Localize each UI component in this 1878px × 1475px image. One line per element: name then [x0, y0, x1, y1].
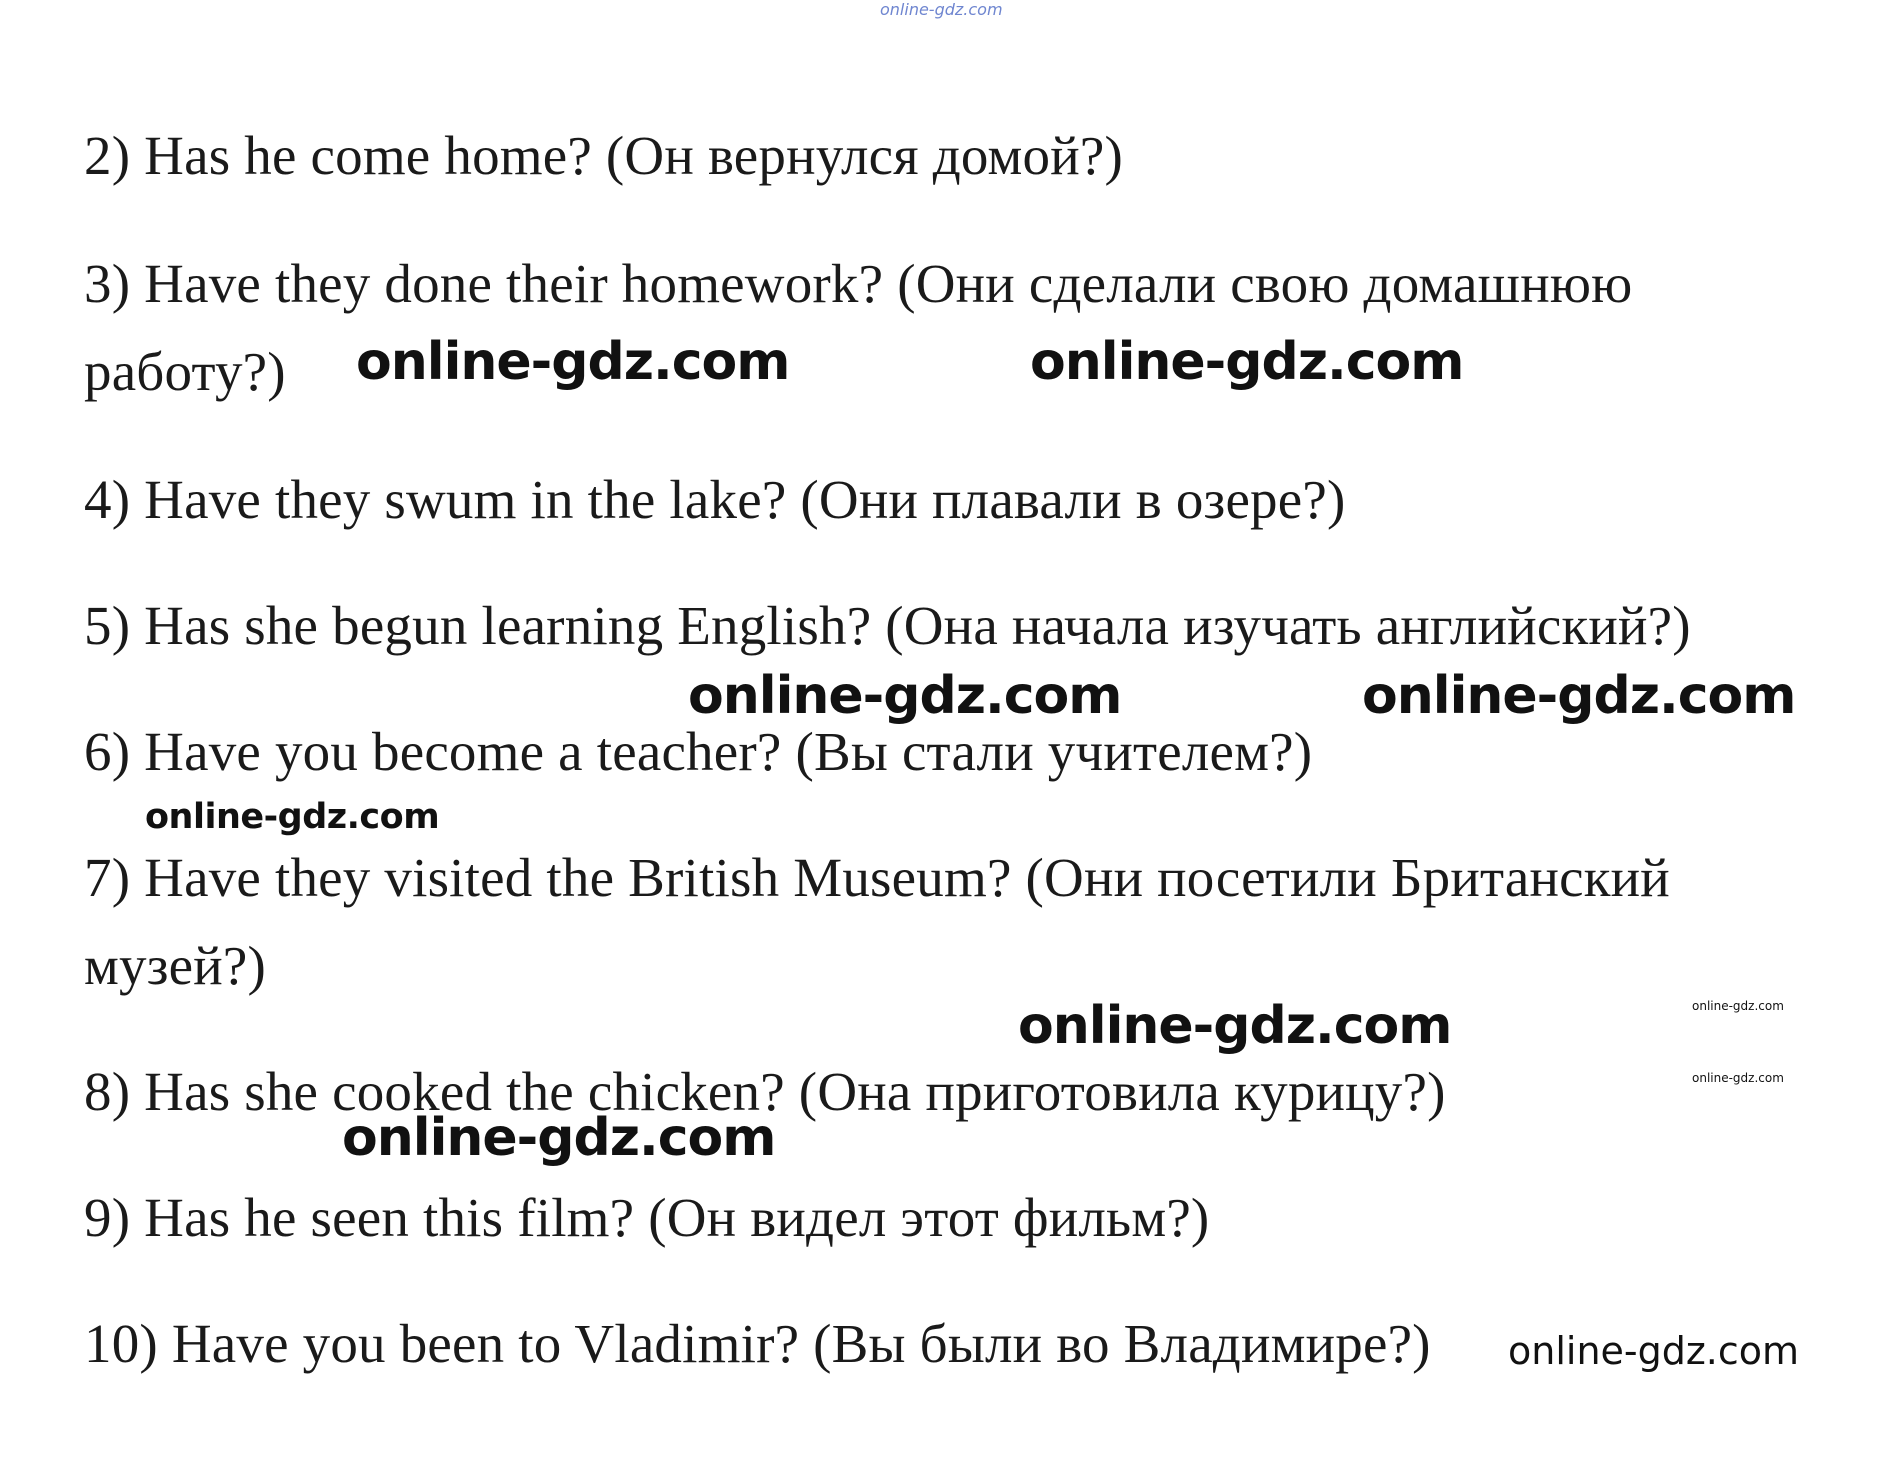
answer-line-7: 7) Have they visited the British Museum? (Они посетили Британский — [84, 847, 1670, 908]
watermark: online-gdz.com — [1508, 1329, 1800, 1373]
answer-line-5: 5) Has she begun learning English? (Она начала изучать английский?) — [84, 595, 1691, 656]
answer-line-7-cont: музей?) — [84, 935, 267, 996]
watermark: online-gdz.com — [1018, 996, 1452, 1056]
watermark-small: online-gdz.com — [1692, 1071, 1784, 1085]
watermark: online-gdz.com — [1362, 666, 1796, 726]
watermark: online-gdz.com — [688, 666, 1122, 726]
answer-line-4: 4) Have they swum in the lake? (Они плавали в озере?) — [84, 469, 1346, 530]
answer-line-8: 8) Has she cooked the chicken? (Она приготовила курицу?) — [84, 1061, 1446, 1122]
answer-line-6: 6) Have you become a teacher? (Вы стали учителем?) — [84, 721, 1313, 782]
watermark: online-gdz.com — [342, 1108, 776, 1168]
answer-line-3: 3) Have they done their homework? (Они сделали свою домашнюю — [84, 253, 1633, 314]
watermark: online-gdz.com — [145, 797, 440, 837]
answer-line-10: 10) Have you been to Vladimir? (Вы были во Владимире?) — [84, 1313, 1431, 1374]
watermark: online-gdz.com — [356, 332, 790, 392]
answer-line-3-cont: работу?) — [84, 341, 286, 402]
watermark-top: online-gdz.com — [880, 0, 1003, 19]
answer-line-2: 2) Has he come home? (Он вернулся домой?) — [84, 125, 1124, 186]
watermark-small: online-gdz.com — [1692, 999, 1784, 1013]
watermark: online-gdz.com — [1030, 332, 1464, 392]
answer-line-9: 9) Has he seen this film? (Он видел этот фильм?) — [84, 1187, 1210, 1248]
